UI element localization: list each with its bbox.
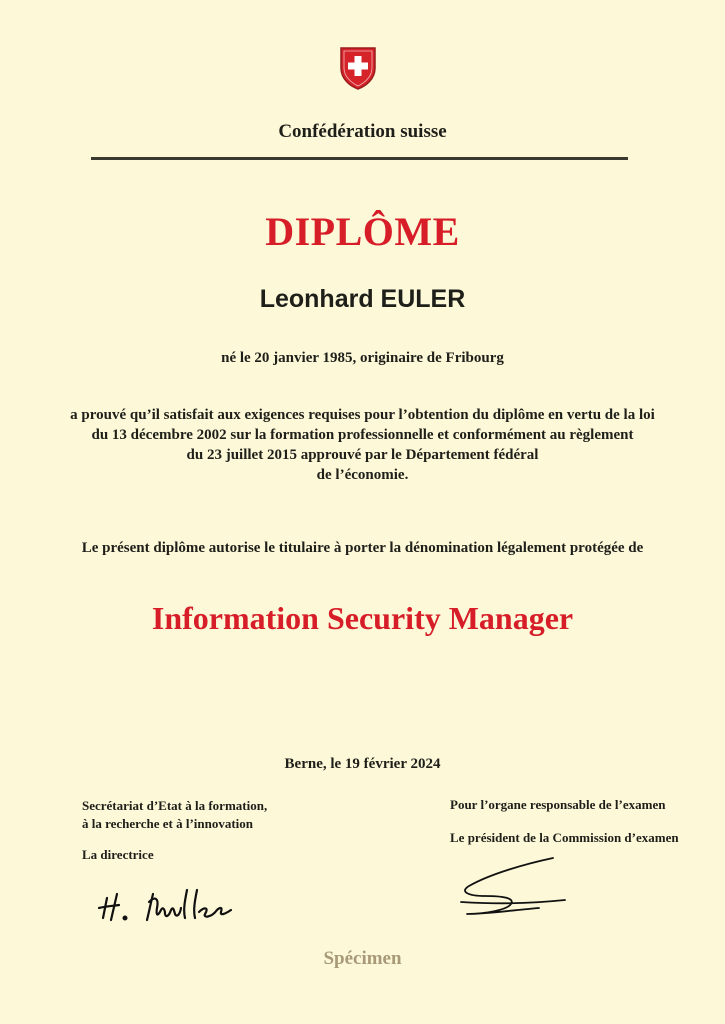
country-heading: Confédération suisse xyxy=(278,121,447,142)
document-title: DIPLÔME xyxy=(265,209,460,254)
body-line: de l’économie. xyxy=(316,467,409,483)
body-text xyxy=(0,405,725,485)
left-org-line: à la recherche et à l’innovation xyxy=(82,816,254,831)
swiss-cross-shield-icon xyxy=(338,46,378,90)
left-signatory-role: La directrice xyxy=(82,847,154,862)
left-org-line: Secrétariat d’Etat à la formation, xyxy=(82,798,268,813)
body-line: du 23 juillet 2015 approuvé par le Département fédéral xyxy=(186,447,539,463)
authorization-text: Le présent diplôme autorise le titulaire à porter la dénomination légalement protégée de xyxy=(81,540,644,556)
left-signatory-organization xyxy=(82,797,267,833)
holder-name: Leonhard EULER xyxy=(259,285,466,313)
header-divider xyxy=(91,157,628,160)
left-signature xyxy=(95,880,240,926)
profession-title: Information Security Manager xyxy=(151,600,574,636)
birth-line: né le 20 janvier 1985, originaire de Fribourg xyxy=(221,350,504,366)
handwritten-signature-icon xyxy=(455,856,570,926)
right-signatory-organization: Pour l’organe responsable de l’examen xyxy=(450,797,666,812)
body-line: a prouvé qu’il satisfait aux exigences requises pour l’obtention du diplôme en vertu de la loi xyxy=(70,407,655,423)
right-signatory-role: Le président de la Commission d’examen xyxy=(450,830,679,845)
place-date: Berne, le 19 février 2024 xyxy=(284,756,441,772)
specimen-watermark: Spécimen xyxy=(323,948,402,969)
body-line: du 13 décembre 2002 sur la formation professionnelle et conformément au règlement xyxy=(91,427,634,443)
